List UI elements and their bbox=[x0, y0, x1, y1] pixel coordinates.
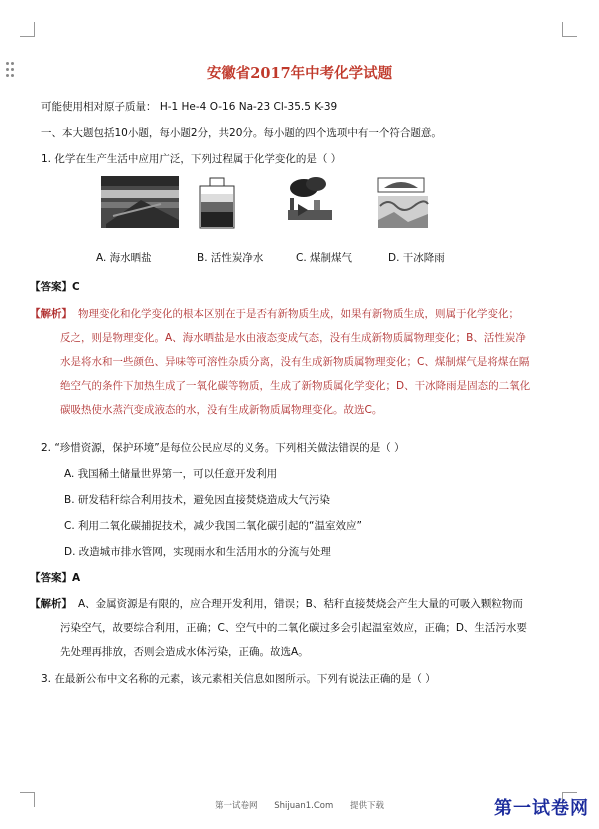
question-1-images bbox=[96, 176, 536, 234]
question-1-stem: 1. 化学在生产生活中应用广泛，下列过程属于化学变化的是（ ） bbox=[41, 153, 342, 165]
corner-mark-top-right bbox=[562, 22, 577, 37]
option-a: A. 我国稀土储量世界第一，可以任意开发利用 bbox=[64, 468, 278, 480]
analysis-2-label: 【解析】 bbox=[30, 598, 72, 610]
footer-site-name: 第一试卷网 bbox=[215, 801, 258, 811]
option-d: D. 干冰降雨 bbox=[388, 252, 445, 264]
footer-site-url[interactable]: Shijuan1.Com bbox=[274, 801, 334, 811]
analysis-2-line: 先处理再排放，否则会造成水体污染，正确。故选A。 bbox=[60, 646, 309, 658]
analysis-1-line: 反之，则是物理变化。A、海水晒盐是水由液态变成气态，没有生成新物质属物理变化；B、活性炭净 bbox=[60, 332, 526, 344]
answer-2: 【答案】A bbox=[30, 572, 81, 584]
atomic-mass-line: 可能使用相对原子质量： H-1 He-4 O-16 Na-23 Cl-35.5 K-39 bbox=[41, 101, 338, 113]
option-d: D. 改造城市排水管网，实现雨水和生活用水的分流与处理 bbox=[64, 546, 331, 558]
page-title: 安徽省2017年中考化学试题 bbox=[206, 65, 393, 82]
dry-ice-rain-image bbox=[374, 176, 430, 230]
corner-mark-top-left bbox=[20, 22, 35, 37]
analysis-1-line: 物理变化和化学变化的根本区别在于是否有新物质生成，如果有新物质生成，则属于化学变化； bbox=[78, 308, 519, 320]
activated-carbon-image bbox=[196, 176, 238, 230]
analysis-1-label: 【解析】 bbox=[30, 308, 72, 320]
answer-1: 【答案】C bbox=[30, 281, 80, 293]
question-2-stem: 2. “珍惜资源，保护环境”是每位公民应尽的义务。下列相关做法错误的是（ ） bbox=[41, 442, 405, 454]
option-c: C. 利用二氧化碳捕捉技术，减少我国二氧化碳引起的“温室效应” bbox=[64, 520, 362, 532]
sea-salt-image bbox=[101, 176, 179, 230]
option-b: B. 研发秸秆综合利用技术，避免因直接焚烧造成大气污染 bbox=[64, 494, 330, 506]
footer-download-text: 提供下载 bbox=[349, 801, 384, 811]
section-heading: 一、本大题包括10小题，每小题2分，共20分。每小题的四个选项中有一个符合题意。 bbox=[41, 127, 442, 139]
analysis-2-line: 污染空气，故要综合利用，正确；C、空气中的二氧化碳过多会引起温室效应，正确；D、生活污水要 bbox=[60, 622, 527, 634]
question-3-stem: 3. 在最新公布中文名称的元素，该元素相关信息如图所示。下列有说法正确的是（ ） bbox=[41, 673, 436, 685]
analysis-1-line: 碳吸热使水蒸汽变成液态的水，没有生成新物质属物理变化。故选C。 bbox=[60, 404, 383, 416]
analysis-2-line: A、金属资源是有限的，应合理开发利用，错误；B、秸秆直接焚烧会产生大量的可吸入颗粒物而 bbox=[78, 598, 523, 610]
option-a: A. 海水晒盐 bbox=[96, 252, 152, 264]
analysis-1-line: 水是将水和一些颜色、异味等可溶性杂质分离，没有生成新物质属物理变化；C、煤制煤气是将煤在隔 bbox=[60, 356, 530, 368]
coal-gas-image bbox=[284, 176, 346, 230]
brand-logo: 第一试卷网 bbox=[494, 798, 589, 819]
option-c: C. 煤制煤气 bbox=[296, 252, 353, 264]
analysis-1-line: 绝空气的条件下加热生成了一氧化碳等物质，生成了新物质属化学变化；D、干冰降雨是固态的二氧化 bbox=[60, 380, 531, 392]
option-b: B. 活性炭净水 bbox=[197, 252, 264, 264]
